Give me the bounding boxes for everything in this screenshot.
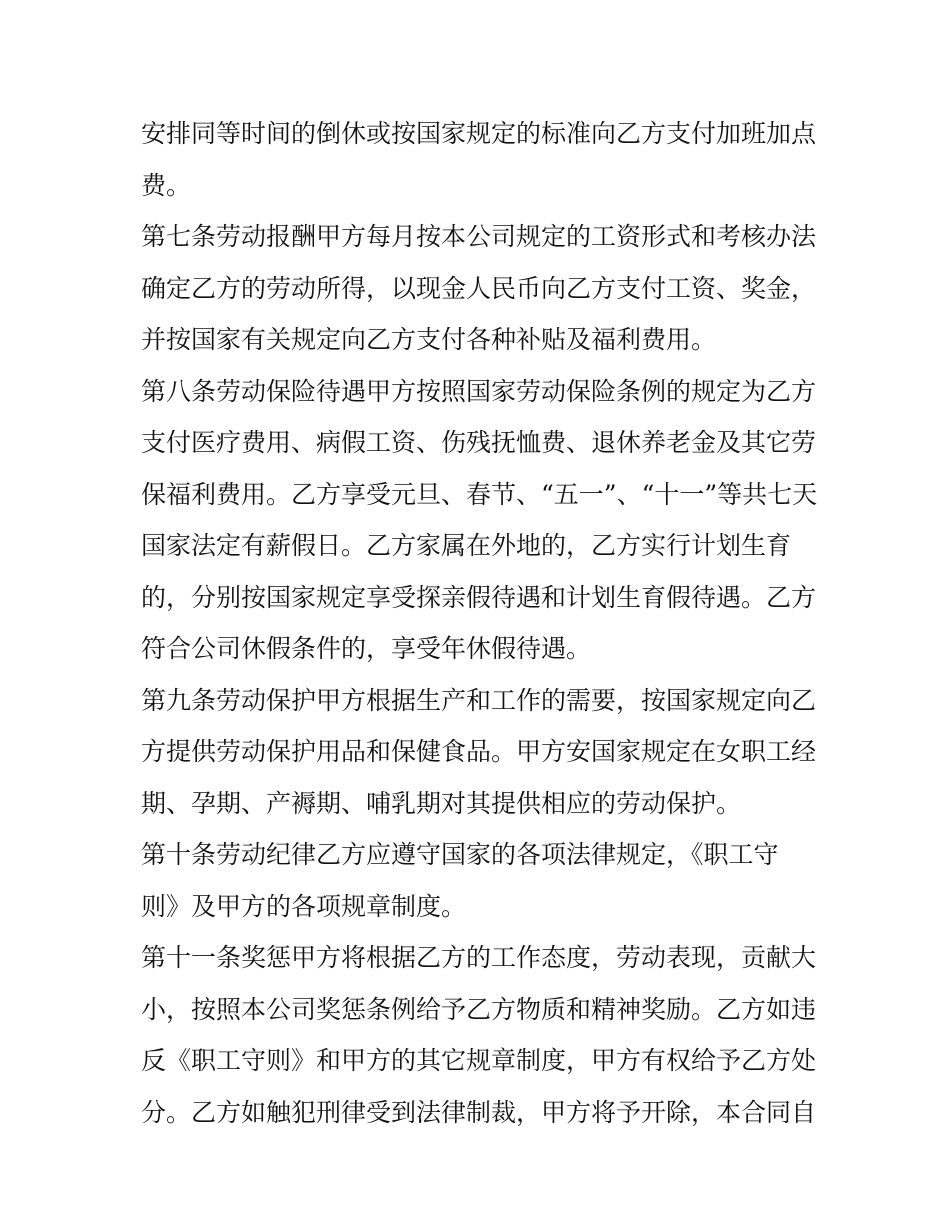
text-line: 反《职工守则》和甲方的其它规章制度，甲方有权给予乙方处 [141,1046,817,1075]
text-line: 第七条劳动报酬甲方每月按本公司规定的工资形式和考核办法 [141,222,817,251]
text-line: 方提供劳动保护用品和保健食品。甲方安国家规定在女职工经 [141,737,817,766]
text-line: 第九条劳动保护甲方根据生产和工作的需要，按国家规定向乙 [141,685,817,715]
text-line: 期、孕期、产褥期、哺乳期对其提供相应的劳动保护。 [141,788,742,818]
text-line: 并按国家有关规定向乙方支付各种补贴及福利费用。 [141,325,717,354]
text-line: 的，分别按国家规定享受探亲假待遇和计划生育假待遇。乙方 [141,582,817,612]
text-line: 第八条劳动保险待遇甲方按照国家劳动保险条例的规定为乙方 [141,376,817,406]
text-line: 确定乙方的劳动所得，以现金人民币向乙方支付工资、奖金， [141,273,817,303]
text-line: 分。乙方如触犯刑律受到法律制裁，甲方将予开除，本合同自 [141,1097,817,1127]
text-line: 支付医疗费用、病假工资、伤残抚恤费、退休养老金及其它劳 [141,428,817,457]
text-line: 小，按照本公司奖惩条例给予乙方物质和精神奖励。乙方如违 [141,994,817,1024]
text-line: 第十条劳动纪律乙方应遵守国家的各项法律规定，《职工守 [141,840,779,869]
text-line: 安排同等时间的倒休或按国家规定的标准向乙方支付加班加点 [141,119,817,148]
text-line: 保福利费用。乙方享受元旦、春节、“五一”、“十一”等共七天 [141,479,818,509]
text-line: 则》及甲方的各项规章制度。 [141,891,467,921]
text-line: 符合公司休假条件的，享受年休假待遇。 [141,634,592,663]
text-line: 第十一条奖惩甲方将根据乙方的工作态度，劳动表现，贡献大 [141,943,817,972]
text-line: 国家法定有薪假日。乙方家属在外地的，乙方实行计划生育 [141,531,792,560]
text-line: 费。 [141,170,192,200]
contract-body-text [141,108,821,1138]
